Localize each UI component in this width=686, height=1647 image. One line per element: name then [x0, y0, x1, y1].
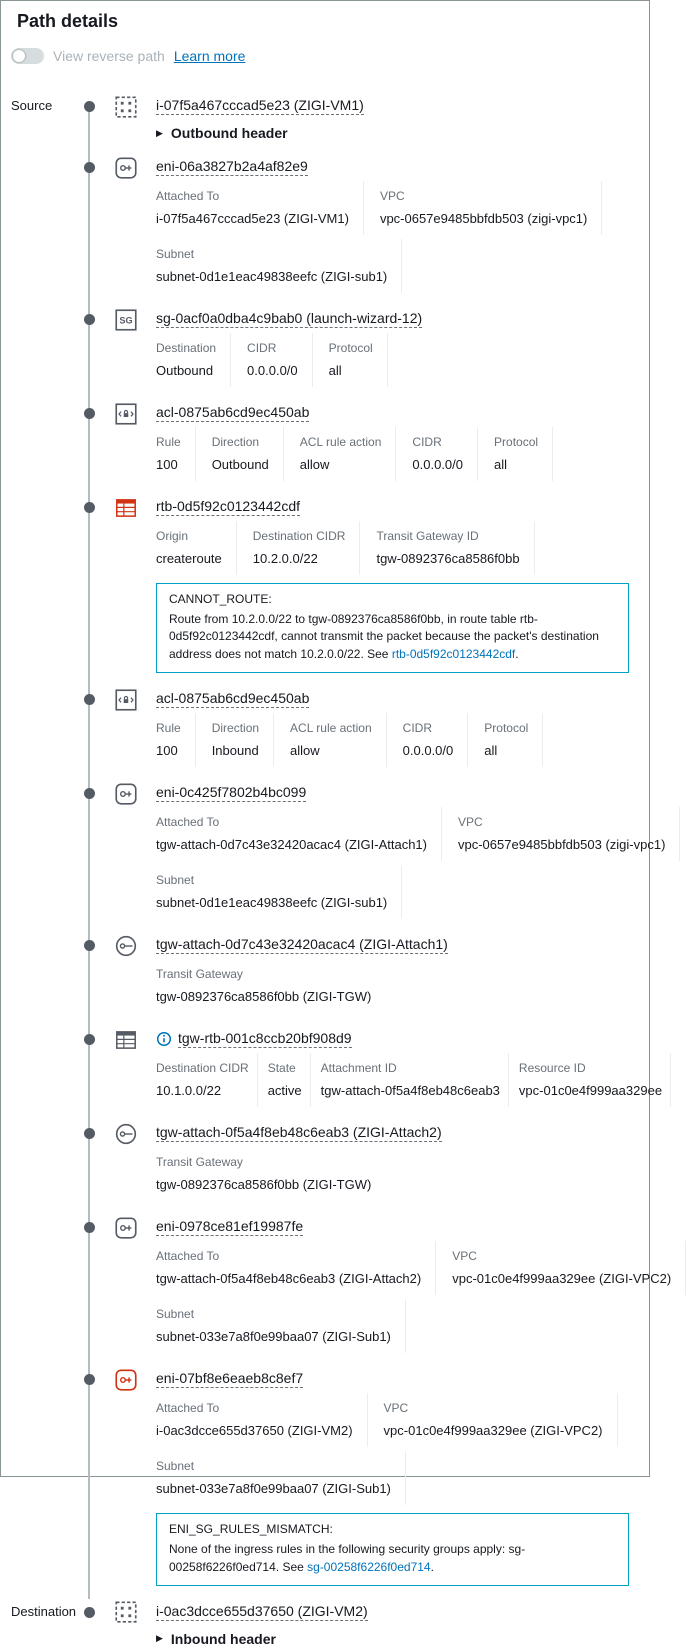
resource-id[interactable]: sg-0acf0a0dba4c9bab0 (launch-wizard-12)	[156, 310, 423, 326]
error-code: ENI_SG_RULES_MISMATCH:	[169, 1522, 333, 1537]
node-eni	[1, 157, 649, 293]
detail-cell	[247, 333, 313, 387]
detail-row	[156, 521, 643, 575]
detail-cell	[494, 427, 553, 481]
error-code: CANNOT_ROUTE:	[169, 592, 272, 606]
detail-label: Protocol	[484, 721, 529, 736]
node-tgw-attachment	[1, 935, 649, 1013]
detail-value: allow	[290, 743, 320, 759]
detail-row	[156, 1451, 643, 1505]
detail-label: ACL rule action	[299, 435, 382, 449]
detail-value: all	[484, 743, 498, 759]
timeline-dot	[84, 1222, 95, 1233]
detail-cell	[156, 1053, 258, 1107]
detail-value: tgw-attach-0d7c43e32420acac4 (ZIGI-Attach1)	[156, 837, 427, 853]
error-text: Route from 10.2.0.0/22 to tgw-0892376ca8586f0bb, in route table rtb-0d5f92c0123442cdf, cannot transmit the packet because the packet's destination address does not match 10.2.0.0/22. See	[169, 612, 599, 661]
detail-cell	[380, 181, 602, 235]
detail-value: createroute	[156, 551, 222, 566]
detail-cell	[268, 1053, 311, 1107]
detail-cell	[156, 181, 364, 235]
detail-row	[156, 239, 643, 293]
detail-value: tgw-attach-0f5a4f8eb48c6eab3 (ZIGI-Attach2)	[156, 1271, 422, 1287]
detail-row	[156, 1147, 643, 1201]
detail-value: vpc-0657e9485bbfdb503 (zigi-vpc1)	[379, 211, 588, 226]
detail-cell	[403, 713, 469, 767]
detail-cell	[156, 333, 231, 387]
timeline-dot	[84, 408, 95, 419]
expander-label: Inbound header	[170, 1630, 276, 1647]
detail-value: vpc-0657e9485bbfdb503 (zigi-vpc1)	[457, 837, 666, 853]
resource-id[interactable]: i-07f5a467cccad5e23 (ZIGI-VM1)	[156, 97, 364, 113]
learn-more-link[interactable]: Learn more	[173, 48, 246, 64]
detail-value: Outbound	[156, 363, 214, 378]
detail-row	[156, 1393, 643, 1447]
route-table-link[interactable]: rtb-0d5f92c0123442cdf	[391, 646, 516, 661]
detail-label: Attached To	[156, 1249, 220, 1264]
resource-id[interactable]: eni-0978ce81ef19987fe	[156, 1218, 304, 1235]
detail-cell	[484, 713, 543, 767]
node-eni	[1, 783, 666, 919]
detail-value: 100	[156, 457, 178, 472]
detail-cell	[156, 807, 442, 861]
outbound-header-expander[interactable]	[156, 125, 643, 141]
error-text: None of the ingress rules in the following security groups apply: sg-00258f6226f0ed714. See	[169, 1542, 526, 1574]
detail-value: subnet-0d1e1eac49838eefc (ZIGI-sub1)	[156, 895, 388, 911]
detail-value: subnet-033e7a8f0e99baa07 (ZIGI-Sub1)	[156, 1481, 391, 1497]
detail-label: Attached To	[156, 1401, 220, 1416]
node-network-acl	[1, 689, 649, 767]
timeline-dot	[84, 162, 95, 173]
error-message	[169, 611, 616, 663]
detail-label: Rule	[156, 721, 181, 736]
detail-label: Attached To	[156, 189, 220, 203]
eni-sg-rules-mismatch-callout	[156, 1513, 629, 1586]
resource-id[interactable]: i-0ac3dcce655d37650 (ZIGI-VM2)	[156, 1602, 368, 1619]
timeline-dot	[84, 1374, 95, 1385]
detail-value: tgw-0892376ca8586f0bb (ZIGI-TGW)	[156, 1177, 372, 1193]
detail-value: tgw-attach-0f5a4f8eb48c6eab3	[320, 1083, 500, 1099]
eni-icon	[112, 780, 139, 807]
network-acl-icon	[112, 686, 139, 713]
detail-value: 0.0.0.0/0	[412, 457, 464, 472]
detail-cell	[452, 1241, 686, 1295]
error-text-suffix: .	[515, 646, 519, 661]
detail-cell	[156, 521, 237, 575]
panel-header	[1, 9, 649, 40]
detail-value: 0.0.0.0/0	[247, 363, 298, 378]
tgw-attachment-icon	[112, 932, 139, 959]
detail-value: 10.1.0.0/22	[156, 1083, 222, 1099]
timeline-dot	[84, 101, 95, 112]
detail-label: Attached To	[156, 815, 220, 830]
resource-id[interactable]: acl-0875ab6cd9ec450ab	[156, 404, 310, 420]
detail-value: Inbound	[211, 743, 259, 759]
detail-label: VPC	[383, 1401, 409, 1416]
detail-value: vpc-01c0e4f999aa329ee	[518, 1083, 663, 1099]
detail-row	[156, 807, 666, 861]
node-destination-instance	[1, 1602, 649, 1647]
detail-cell	[212, 427, 284, 481]
detail-label: Protocol	[328, 341, 373, 355]
detail-cell	[290, 713, 387, 767]
detail-label: Subnet	[156, 873, 195, 888]
timeline-dot	[84, 502, 95, 513]
detail-cell	[156, 1393, 368, 1447]
instance-icon	[112, 93, 139, 120]
detail-cell	[321, 1053, 509, 1107]
error-text-suffix: .	[430, 1559, 434, 1574]
timeline-dot	[84, 788, 95, 799]
detail-label: Subnet	[156, 1307, 195, 1322]
detail-label: VPC	[457, 815, 483, 830]
detail-value: i-07f5a467cccad5e23 (ZIGI-VM1)	[156, 211, 349, 226]
source-label: Source	[11, 98, 53, 113]
page-title: Path details	[17, 11, 119, 31]
toggle-knob	[13, 50, 25, 62]
destination-label: Destination	[11, 1603, 77, 1619]
route-table-error-icon	[112, 494, 139, 521]
detail-cell	[253, 521, 361, 575]
detail-cell	[156, 1299, 406, 1353]
detail-cell	[156, 865, 402, 919]
inbound-header-expander[interactable]	[156, 1631, 643, 1647]
node-source-instance	[1, 96, 649, 141]
detail-label: Transit Gateway ID	[376, 529, 479, 543]
detail-label: CIDR	[412, 435, 442, 449]
expand-arrow-icon: ▶	[156, 127, 163, 138]
detail-value: vpc-01c0e4f999aa329ee (ZIGI-VPC2)	[383, 1423, 603, 1439]
timeline-dot	[84, 1607, 95, 1618]
eni-error-icon	[112, 1366, 139, 1393]
detail-value: i-0ac3dcce655d37650 (ZIGI-VM2)	[156, 1423, 353, 1439]
node-security-group	[1, 309, 649, 387]
detail-cell	[156, 1147, 385, 1201]
timeline-dot	[84, 1034, 95, 1045]
detail-label: Origin	[156, 529, 189, 543]
detail-cell	[156, 1451, 406, 1505]
detail-label: Rule	[156, 435, 181, 449]
detail-cell	[156, 239, 402, 293]
detail-label: Transit Gateway	[156, 1155, 243, 1170]
detail-cell	[412, 427, 478, 481]
expand-arrow-icon: ▶	[156, 1633, 163, 1644]
tgw-attachment-icon	[112, 1120, 139, 1147]
timeline-dot	[84, 940, 95, 951]
resource-id[interactable]: tgw-attach-0d7c43e32420acac4 (ZIGI-Attach1)	[156, 936, 448, 953]
detail-value: allow	[299, 457, 330, 472]
detail-label: CIDR	[247, 341, 277, 355]
reverse-path-row	[1, 40, 649, 64]
detail-label: Destination	[156, 341, 217, 355]
detail-value: subnet-0d1e1eac49838eefc (ZIGI-sub1)	[156, 269, 388, 284]
network-acl-icon	[112, 400, 139, 427]
detail-cell	[156, 427, 196, 481]
detail-row	[156, 1053, 663, 1107]
view-reverse-path-toggle[interactable]	[11, 48, 44, 64]
detail-value: tgw-0892376ca8586f0bb (ZIGI-TGW)	[156, 989, 372, 1005]
detail-label: Transit Gateway	[156, 967, 243, 982]
timeline-dot	[84, 694, 95, 705]
detail-value: 0.0.0.0/0	[402, 743, 454, 759]
eni-icon	[112, 154, 139, 181]
node-network-acl	[1, 403, 649, 481]
eni-icon	[112, 1214, 139, 1241]
detail-row	[156, 427, 643, 481]
detail-cell	[156, 959, 385, 1013]
error-message	[169, 1541, 616, 1576]
detail-cell	[329, 333, 388, 387]
security-group-icon	[112, 306, 139, 333]
detail-cell	[458, 807, 680, 861]
resource-id[interactable]: tgw-rtb-001c8ccb20bf908d9	[178, 1030, 352, 1047]
detail-cell	[156, 1241, 436, 1295]
detail-row	[156, 865, 643, 919]
detail-value: all	[494, 457, 508, 472]
detail-label: State	[267, 1061, 296, 1076]
detail-cell	[519, 1053, 671, 1107]
node-tgw-route-table	[1, 1029, 663, 1107]
cannot-route-callout	[156, 583, 629, 673]
detail-cell	[212, 713, 274, 767]
detail-value: vpc-01c0e4f999aa329ee (ZIGI-VPC2)	[452, 1271, 672, 1287]
detail-label: Direction	[211, 721, 260, 736]
detail-value: tgw-0892376ca8586f0bb	[376, 551, 520, 566]
detail-row	[156, 181, 643, 235]
toggle-label: View reverse path	[53, 48, 165, 64]
detail-cell	[156, 713, 196, 767]
expander-label: Outbound header	[170, 125, 288, 141]
detail-value: subnet-033e7a8f0e99baa07 (ZIGI-Sub1)	[156, 1329, 391, 1345]
detail-cell	[300, 427, 397, 481]
detail-label: Direction	[211, 435, 260, 449]
detail-value: 100	[156, 743, 178, 759]
detail-label: Destination CIDR	[156, 1061, 249, 1076]
node-eni-error	[1, 1369, 649, 1586]
detail-label: Destination CIDR	[252, 529, 346, 543]
detail-label: Attachment ID	[320, 1061, 397, 1076]
node-eni	[1, 1217, 672, 1353]
detail-label: Protocol	[494, 435, 539, 449]
detail-label: VPC	[452, 1249, 477, 1264]
detail-value: all	[328, 363, 342, 378]
detail-label: Subnet	[156, 247, 195, 261]
detail-cell	[376, 521, 534, 575]
timeline-dot	[84, 314, 95, 325]
node-route-table	[1, 497, 649, 673]
detail-row	[156, 713, 643, 767]
resource-id[interactable]: eni-07bf8e6eaeb8c8ef7	[156, 1370, 304, 1387]
instance-icon	[112, 1599, 139, 1626]
detail-value: active	[267, 1083, 302, 1099]
detail-label: ACL rule action	[290, 721, 372, 736]
resource-id[interactable]: acl-0875ab6cd9ec450ab	[156, 690, 310, 707]
info-icon[interactable]	[156, 1031, 172, 1047]
detail-label: Resource ID	[518, 1061, 586, 1076]
detail-cell	[384, 1393, 618, 1447]
resource-id[interactable]: eni-06a3827b2a4af82e9	[156, 158, 308, 174]
tgw-route-table-icon	[112, 1026, 139, 1053]
resource-id[interactable]: rtb-0d5f92c0123442cdf	[156, 498, 300, 514]
resource-id[interactable]: tgw-attach-0f5a4f8eb48c6eab3 (ZIGI-Attach2)	[156, 1124, 442, 1141]
detail-row	[156, 959, 643, 1013]
resource-id[interactable]: eni-0c425f7802b4bc099	[156, 784, 307, 801]
node-tgw-attachment	[1, 1123, 649, 1201]
detail-row	[156, 1241, 672, 1295]
detail-label: Subnet	[156, 1459, 195, 1474]
detail-row	[156, 1299, 643, 1353]
security-group-link[interactable]: sg-00258f6226f0ed714	[307, 1559, 431, 1574]
timeline-dot	[84, 1128, 95, 1139]
path-timeline	[1, 96, 672, 1647]
detail-value: Outbound	[211, 457, 269, 472]
detail-row	[156, 333, 643, 387]
detail-value: 10.2.0.0/22	[252, 551, 318, 566]
detail-label: VPC	[379, 189, 405, 203]
detail-label: CIDR	[402, 721, 432, 736]
